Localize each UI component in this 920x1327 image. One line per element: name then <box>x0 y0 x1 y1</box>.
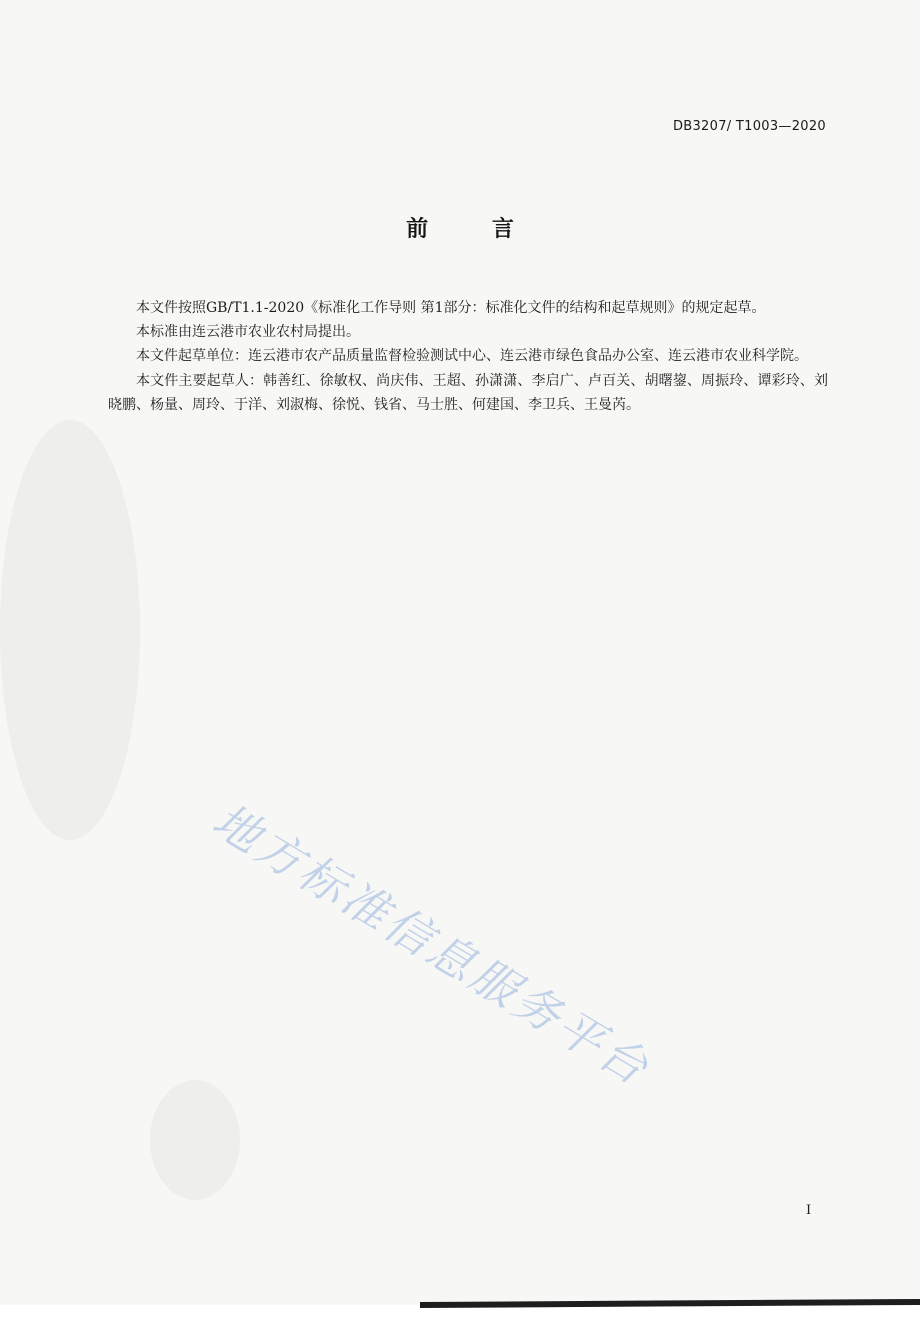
scan-smudge <box>150 1080 240 1200</box>
page-title: 前 言 <box>406 217 542 242</box>
paragraph-drafting-basis: 本文件按照GB/T1.1-2020《标准化工作导则 第1部分：标准化文件的结构和起草规则》的规定起草。 <box>136 300 766 316</box>
watermark: 地方标准信息服务平台 <box>203 792 660 1097</box>
document-code: DB3207/ T1003—2020 <box>672 119 826 134</box>
scan-smudge <box>0 420 140 840</box>
paragraph-drafting-units: 本文件起草单位：连云港市农产品质量监督检验测试中心、连云港市绿色食品办公室、连云港市农业科学院。 <box>136 348 808 365</box>
page-number: I <box>806 1203 812 1218</box>
scan-bottom-margin <box>0 1305 920 1327</box>
paragraph-proposer: 本标准由连云港市农业农村局提出。 <box>136 324 360 341</box>
paragraph-drafters: 本文件主要起草人：韩善红、徐敏权、尚庆伟、王超、孙潇潇、李启广、卢百关、胡曙鋆、周振玲、谭彩玲、刘晓鹏、杨量、周玲、于洋、刘淑梅、徐悦、钱省、马士胜、何建国、李卫兵、王曼芮。 <box>108 372 828 413</box>
preface-body <box>108 296 828 417</box>
